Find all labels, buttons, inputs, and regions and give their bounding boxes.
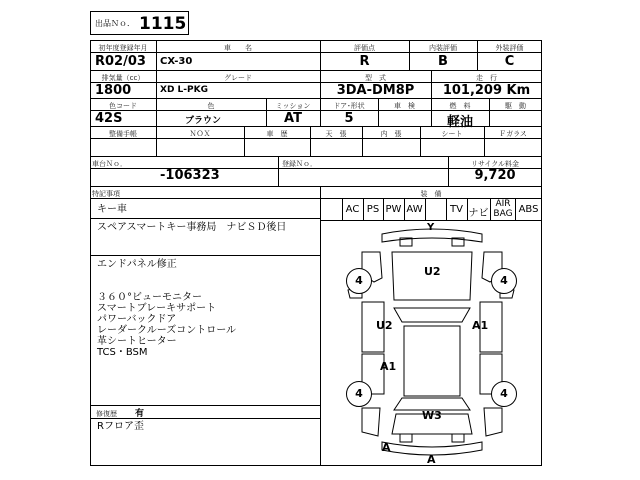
recycle-value: 9,720: [474, 168, 516, 183]
tire-front-left: 4: [346, 268, 372, 294]
tire-rear-right: 4: [491, 381, 517, 407]
lot-number: 1115: [139, 14, 187, 34]
color-label: 色: [207, 102, 215, 110]
repair-label: 修復歴: [96, 410, 117, 418]
interior-value: B: [438, 54, 448, 69]
seats-label: 車 検: [394, 102, 415, 110]
color-code-value: 42S: [95, 111, 123, 126]
interior-label: 内装評価: [429, 44, 457, 52]
displacement-label: 排気量（cc）: [101, 74, 145, 82]
equip-ac: AC: [345, 204, 360, 215]
fuel-value: 軽油: [446, 115, 473, 130]
note-spare-key: スペアスマートキー事務局 ナビＳＤ後日: [97, 222, 287, 233]
note-options-list: ３６０°ビューモニター スマートブレーキサポート パワーバックドア レーダークルーズコントロール 革シートヒーター TCS・BSM: [97, 292, 236, 358]
grade-value: XD L-PKG: [160, 85, 208, 95]
mark-a-rear: A: [427, 453, 436, 466]
first-reg-value: R02/03: [95, 54, 146, 69]
lot-label: 出品Ｎｏ．: [95, 19, 135, 28]
transmission-label: ミッション: [275, 102, 311, 110]
exterior-value: C: [504, 54, 515, 69]
mark-a-rear-left: A: [382, 441, 391, 454]
model-label: 型 式: [365, 74, 386, 82]
first-reg-label: 初年度登録年月: [98, 44, 148, 52]
mark-y: Y: [427, 222, 435, 233]
equip-ps: PS: [366, 204, 380, 215]
interior-pos-label: 内 張: [380, 130, 402, 138]
mark-a1-right: A1: [472, 319, 489, 332]
mileage-value: 101,209 Km: [442, 83, 531, 98]
mark-a1-left: A1: [380, 360, 397, 373]
model-value: 3DA-DM8P: [336, 83, 415, 98]
notes-title: 特記事項: [92, 190, 120, 198]
displacement-value: 1800: [95, 83, 132, 98]
equip-aw: AW: [406, 204, 423, 215]
tire-front-right: 4: [491, 268, 517, 294]
note-key: キー車: [97, 204, 127, 215]
doors-value: 5: [344, 111, 354, 126]
color-code-label: 色コード: [109, 102, 137, 110]
equip-airbag: AIR BAG: [493, 199, 513, 219]
repair-value: 有: [135, 409, 145, 419]
rating-label: 評価点: [354, 44, 375, 52]
sunroof-label: 天 張: [325, 130, 347, 138]
reg-no-label: 登録Ｎｏ．: [282, 160, 317, 168]
mark-w3: W3: [422, 409, 442, 422]
history-label: 車 歴: [266, 130, 288, 138]
seat-label: シート: [441, 130, 463, 138]
grade-label: グレード: [224, 74, 252, 82]
nox-label: ＮＯＸ: [189, 130, 211, 138]
manual-label: 整備手帳: [109, 130, 137, 138]
lot-number-box: [90, 11, 189, 35]
car-name-value: CX-30: [160, 56, 193, 67]
equip-pw: PW: [385, 204, 402, 215]
tire-rear-left: 4: [346, 381, 372, 407]
chassis-value: -106323: [160, 168, 220, 183]
equip-tv: TV: [450, 204, 463, 215]
mark-u2-hood: U2: [424, 265, 441, 278]
color-value: ブラウン: [185, 116, 222, 126]
car-diagram: [322, 222, 540, 464]
note-floor: Rフロア歪: [97, 421, 144, 432]
equip-abs: ABS: [518, 204, 539, 215]
recycle-label: リサイクル料金: [470, 160, 520, 168]
chassis-label: 車台Ｎｏ．: [92, 160, 127, 168]
fglass-label: Ｆガラス: [499, 130, 527, 138]
equip-navi: ナビ: [468, 208, 489, 219]
exterior-label: 外装評価: [495, 44, 524, 52]
note-end-panel: エンドパネル修正: [97, 259, 177, 270]
car-name-label: 車 名: [224, 44, 252, 52]
drive-label: 駆 動: [505, 102, 526, 110]
transmission-value: AT: [284, 111, 302, 126]
rating-value: R: [359, 54, 370, 69]
equipment-title: 装 備: [420, 190, 442, 198]
fuel-label: 燃 料: [449, 102, 471, 110]
mileage-label: 走 行: [476, 74, 497, 82]
doors-label: ドア･形状: [333, 102, 365, 110]
mark-u2-left: U2: [376, 319, 393, 332]
